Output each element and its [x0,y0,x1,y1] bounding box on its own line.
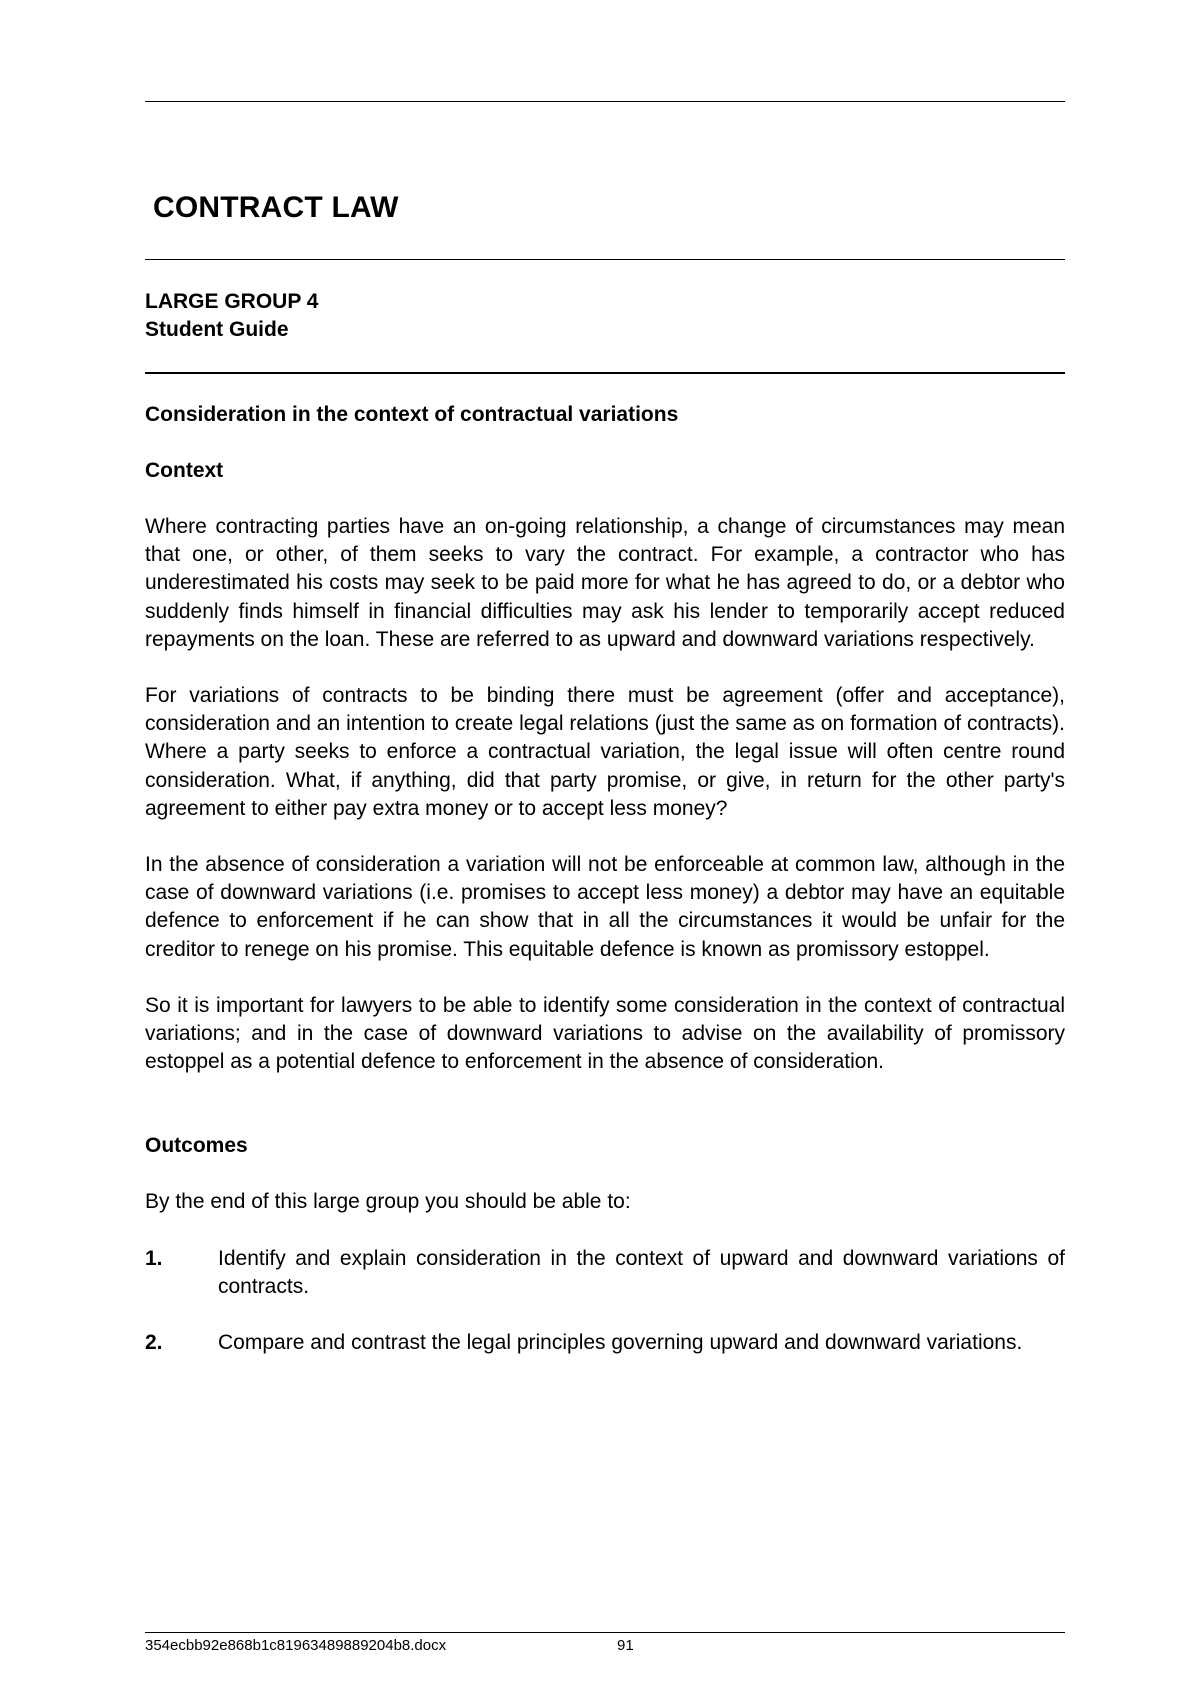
header-rule [145,101,1065,102]
outcomes-heading: Outcomes [145,1134,248,1158]
outcome-number: 1. [145,1246,163,1270]
footer-rule [145,1632,1065,1633]
outcome-text: Identify and explain consideration in the context of upward and downward variations of contracts. [218,1246,1065,1298]
document-title: CONTRACT LAW [153,191,399,224]
footer-filename: 354ecbb92e868b1c81963489889204b8.docx [145,1637,447,1654]
paragraph-1: Where contracting parties have an on-going relationship, a change of circumstances may mean that one, or other, of them seeks to vary the contract. For example, a contractor who has underestimated his costs may seek to be paid more for what he has agreed to do, or a debtor who suddenly finds himself in financial difficulties may ask his lender to temporarily accept reduced repayments on the loan. These are referred to as upward and downward variations respectively. [145,515,1065,651]
title-rule [145,259,1065,260]
section-rule [145,372,1065,374]
group-label: LARGE GROUP 4 [145,290,319,313]
paragraph-2: For variations of contracts to be binding there must be agreement (offer and acceptance), consideration and an intention to create legal relations (just the same as on formation of contracts). Where a party seeks to enforce a contractual variation, the legal issue will often centre round consideration. What, if anything, did that party promise, or give, in return for the other party's agreement to either pay extra money or to accept less money? [145,684,1065,820]
outcome-item [145,1329,1065,1357]
outcomes-intro: By the end of this large group you should be able to: [145,1190,631,1214]
document-body [145,401,1065,1357]
outcome-number: 2. [145,1331,163,1355]
footer-page-number: 91 [617,1637,634,1654]
outcome-text: Compare and contrast the legal principles governing upward and downward variations. [218,1331,1023,1355]
paragraph-4: So it is important for lawyers to be able to identify some consideration in the context of contractual variations; and in the case of downward variations to advise on the availability of promissory estoppel as a potential defence to enforcement in the absence of consideration. [145,993,1065,1074]
guide-label: Student Guide [145,318,289,341]
paragraph-3: In the absence of consideration a variation will not be enforceable at common law, although in the case of downward variations (i.e. promises to accept less money) a debtor may have an equitable defence to enforcement if he can show that in all the circumstances it would be unfair for the creditor to renege on his promise. This equitable defence is known as promissory estoppel. [145,853,1065,961]
context-heading: Context [145,459,224,482]
topic-heading: Consideration in the context of contractual variations [145,403,679,426]
outcome-item [145,1245,1065,1301]
